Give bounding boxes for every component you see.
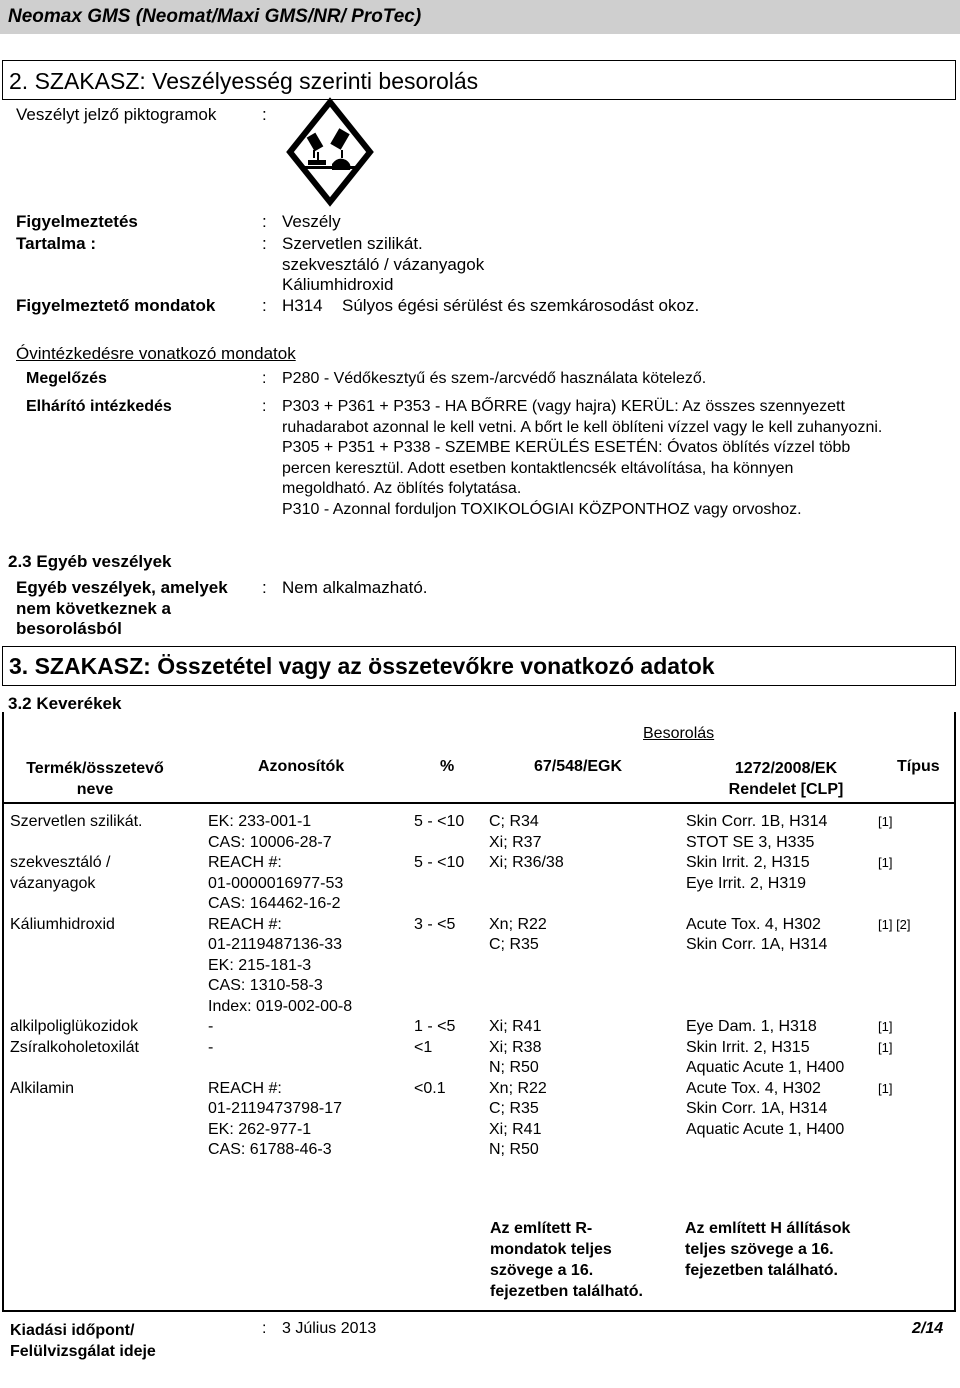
cell: N; R50 (489, 1141, 539, 1158)
other-hazards-label (16, 578, 228, 640)
header-product-line: neve (76, 781, 114, 798)
cell: Skin Corr. 1A, H314 (686, 936, 828, 953)
colon: : (262, 578, 267, 597)
cell: [1] [2] (878, 916, 911, 932)
cell (414, 976, 464, 997)
cell (489, 894, 564, 915)
cell: [1] (878, 1039, 893, 1055)
response-line: ruhadarabot azonnal le kell vetni. A bőrt le kell öblíteni vízzel vagy le kell zuhanyozni. (282, 418, 883, 436)
cell: Xi; R38 (489, 1038, 542, 1056)
cell (414, 997, 464, 1018)
cell (10, 833, 143, 854)
contains-label: Tartalma : (16, 234, 96, 253)
other-hazards-heading: 2.3 Egyéb veszélyek (8, 552, 172, 571)
cell (10, 976, 143, 997)
column-type (878, 812, 911, 1099)
cell (878, 833, 911, 854)
contains-list (282, 234, 484, 296)
cell: <1 (414, 1038, 433, 1056)
note-line: fejezetben található. (685, 1262, 838, 1279)
cell: Aquatic Acute 1, H400 (686, 1059, 845, 1076)
cell (414, 833, 464, 854)
cell (10, 956, 143, 977)
cell (878, 874, 911, 895)
column-67-548 (489, 812, 564, 1161)
h-statements-note (685, 1218, 850, 1281)
cell: Xn; R22 (489, 1079, 547, 1097)
cell (489, 874, 564, 895)
header-67-548: 67/548/EGK (534, 758, 623, 775)
footer-label-line: Felülvizsgálat ideje (10, 1343, 156, 1360)
cell (489, 956, 564, 977)
cell (10, 997, 143, 1018)
header-type: Típus (897, 758, 940, 775)
cell: Eye Dam. 1, H318 (686, 1018, 817, 1035)
colon: : (262, 1320, 267, 1337)
header-percent: % (440, 758, 455, 775)
cell: Xi; R36/38 (489, 854, 564, 871)
contains-item: Szervetlen szilikát. (282, 234, 423, 253)
cell: 5 - <10 (414, 854, 465, 871)
section-2-heading-box (2, 60, 956, 100)
colon: : (262, 234, 267, 253)
cell: Szervetlen szilikát. (10, 813, 143, 830)
cell (878, 935, 911, 956)
cell: [1] (878, 1019, 893, 1034)
cell: Skin Corr. 1A, H314 (686, 1100, 828, 1117)
section-3-heading-box (2, 646, 956, 686)
column-identifiers (208, 812, 352, 1161)
cell: EK: 262-977-1 (208, 1120, 312, 1138)
cell (878, 997, 911, 1018)
cell: Xi; R41 (489, 1120, 542, 1138)
colon: : (262, 105, 267, 124)
column-clp (686, 812, 844, 1140)
cell (489, 997, 564, 1018)
cell: 3 - <5 (414, 915, 456, 933)
header-clp-line: Rendelet [CLP] (728, 781, 844, 798)
response-line: P303 + P361 + P353 - HA BŐRRE (vagy hajra) KERÜL: Az összes szennyezett (282, 398, 845, 415)
cell (878, 1058, 911, 1079)
cell (878, 956, 911, 977)
page-number: 2/14 (912, 1320, 944, 1337)
section-2-heading: 2. SZAKASZ: Veszélyesség szerinti besorolás (9, 68, 479, 94)
cell: 01-2119487136-33 (208, 936, 343, 953)
other-hazards-label-line: nem következnek a (16, 598, 171, 618)
table-header-divider (2, 802, 956, 804)
r-phrases-note (490, 1218, 643, 1302)
cell: 01-0000016977-53 (208, 874, 344, 892)
cell: Zsíralkoholetoxilát (10, 1038, 139, 1056)
cell: REACH #: (208, 1079, 282, 1097)
hazard-statement-label: Figyelmeztető mondatok (16, 296, 216, 315)
cell (414, 935, 464, 956)
colon: : (262, 398, 267, 415)
cell: Eye Irrit. 2, H319 (686, 874, 807, 892)
cell (489, 976, 564, 997)
cell: szekvesztáló / (10, 854, 111, 871)
hazard-text: Súlyos égési sérülést és szemkárosodást okoz. (342, 296, 700, 315)
colon: : (262, 296, 267, 315)
cell: Xi; R37 (489, 833, 542, 851)
header-clp (706, 758, 866, 800)
note-line: Az említett R- (490, 1220, 593, 1237)
other-hazards-label-line: Egyéb veszélyek, amelyek (16, 578, 228, 597)
cell: 1 - <5 (414, 1018, 456, 1035)
response-label: Elhárító intézkedés (26, 398, 172, 415)
note-line: fejezetben található. (490, 1283, 643, 1300)
cell: Index: 019-002-00-8 (208, 997, 353, 1015)
header-identifiers: Azonosítók (258, 758, 345, 775)
column-percent (414, 812, 464, 1099)
cell (10, 1058, 143, 1079)
mixtures-subheading: 3.2 Keverékek (8, 694, 122, 713)
cell: vázanyagok (10, 874, 96, 892)
cell: [1] (878, 814, 893, 829)
cell: Xn; R22 (489, 915, 547, 933)
colon: : (262, 370, 267, 387)
cell (10, 894, 143, 915)
colon: : (262, 212, 267, 231)
cell: C; R34 (489, 813, 539, 830)
cell (414, 874, 464, 895)
cell: Acute Tox. 4, H302 (686, 1079, 821, 1097)
pictogram-label: Veszélyt jelző piktogramok (16, 105, 217, 124)
cell: Skin Irrit. 2, H315 (686, 854, 810, 871)
cell: C; R35 (489, 1100, 539, 1117)
precaution-heading: Óvintézkedésre vonatkozó mondatok (16, 344, 296, 363)
contains-item: Káliumhidroxid (282, 275, 394, 294)
cell: Acute Tox. 4, H302 (686, 915, 821, 933)
cell: EK: 215-181-3 (208, 956, 312, 974)
cell: alkilpoliglükozidok (10, 1018, 139, 1035)
cell: CAS: 164462-16-2 (208, 895, 341, 912)
cell: 5 - <10 (414, 813, 465, 830)
cell: Aquatic Acute 1, H400 (686, 1120, 845, 1138)
response-text (282, 397, 882, 520)
note-line: Az említett H állítások (685, 1220, 851, 1237)
response-line: P310 - Azonnal forduljon TOXIKOLÓGIAI KÖZPONTHOZ vagy orvoshoz. (282, 500, 802, 518)
cell: REACH #: (208, 915, 282, 933)
cell (10, 935, 143, 956)
response-line: megoldható. Az öblítés folytatása. (282, 480, 522, 497)
prevention-text: P280 - Védőkesztyű és szem-/arcvédő használata kötelező. (282, 370, 707, 387)
document-header (0, 0, 960, 34)
column-product-name (10, 812, 143, 1099)
note-line: teljes szövege a 16. (685, 1241, 834, 1258)
classification-heading: Besorolás (643, 725, 715, 742)
cell: CAS: 61788-46-3 (208, 1141, 332, 1158)
cell: Skin Irrit. 2, H315 (686, 1038, 810, 1056)
document-title: Neomax GMS (Neomat/Maxi GMS/NR/ ProTec) (8, 6, 422, 27)
cell (414, 956, 464, 977)
cell: CAS: 10006-28-7 (208, 833, 332, 851)
cell (878, 894, 911, 915)
cell: N; R50 (489, 1059, 539, 1076)
footer-date: 3 Július 2013 (282, 1320, 377, 1337)
cell: Alkilamin (10, 1079, 75, 1097)
footer-divider (2, 1310, 956, 1312)
cell: 01-2119473798-17 (208, 1100, 343, 1117)
cell: Xi; R41 (489, 1018, 542, 1035)
other-hazards-label-line: besorolásból (16, 619, 122, 638)
cell: - (208, 1038, 214, 1056)
footer-date-label (10, 1320, 156, 1362)
cell: [1] (878, 855, 893, 870)
cell: C; R35 (489, 936, 539, 953)
other-hazards-value: Nem alkalmazható. (282, 578, 428, 597)
cell: [1] (878, 1080, 893, 1096)
response-line: P305 + P351 + P338 - SZEMBE KERÜLÉS ESETÉN: Óvatos öblítés vízzel több (282, 439, 851, 456)
prevention-label: Megelőzés (26, 370, 107, 387)
cell (414, 894, 464, 915)
response-line: percen keresztül. Adott esetben kontaktlencsék eltávolítása, ha könnyen (282, 459, 794, 477)
cell: <0.1 (414, 1079, 446, 1097)
signal-word-label: Figyelmeztetés (16, 212, 138, 231)
hazard-code: H314 (282, 296, 323, 315)
note-line: szövege a 16. (490, 1262, 594, 1279)
note-line: mondatok teljes (490, 1241, 612, 1258)
cell: - (208, 1018, 214, 1035)
footer-label-line: Kiadási időpont/ (10, 1322, 135, 1339)
cell: Káliumhidroxid (10, 915, 115, 933)
header-product-line: Termék/összetevő (26, 760, 164, 777)
cell: REACH #: (208, 854, 282, 871)
header-clp-line: 1272/2008/EK (734, 760, 838, 777)
cell (686, 976, 844, 997)
header-product-name (10, 758, 180, 800)
cell: Skin Corr. 1B, H314 (686, 813, 828, 830)
corrosion-icon (284, 94, 376, 214)
cell (686, 997, 844, 1018)
cell (208, 1058, 352, 1079)
cell (878, 976, 911, 997)
cell: CAS: 1310-58-3 (208, 977, 323, 994)
cell (686, 894, 844, 915)
cell (414, 1058, 464, 1079)
cell (686, 956, 844, 977)
cell: STOT SE 3, H335 (686, 833, 815, 851)
signal-word-value: Veszély (282, 212, 341, 231)
section-3-heading: 3. SZAKASZ: Összetétel vagy az összetevőkre vonatkozó adatok (9, 653, 715, 679)
contains-item: szekvesztáló / vázanyagok (282, 254, 485, 274)
cell: EK: 233-001-1 (208, 813, 312, 830)
